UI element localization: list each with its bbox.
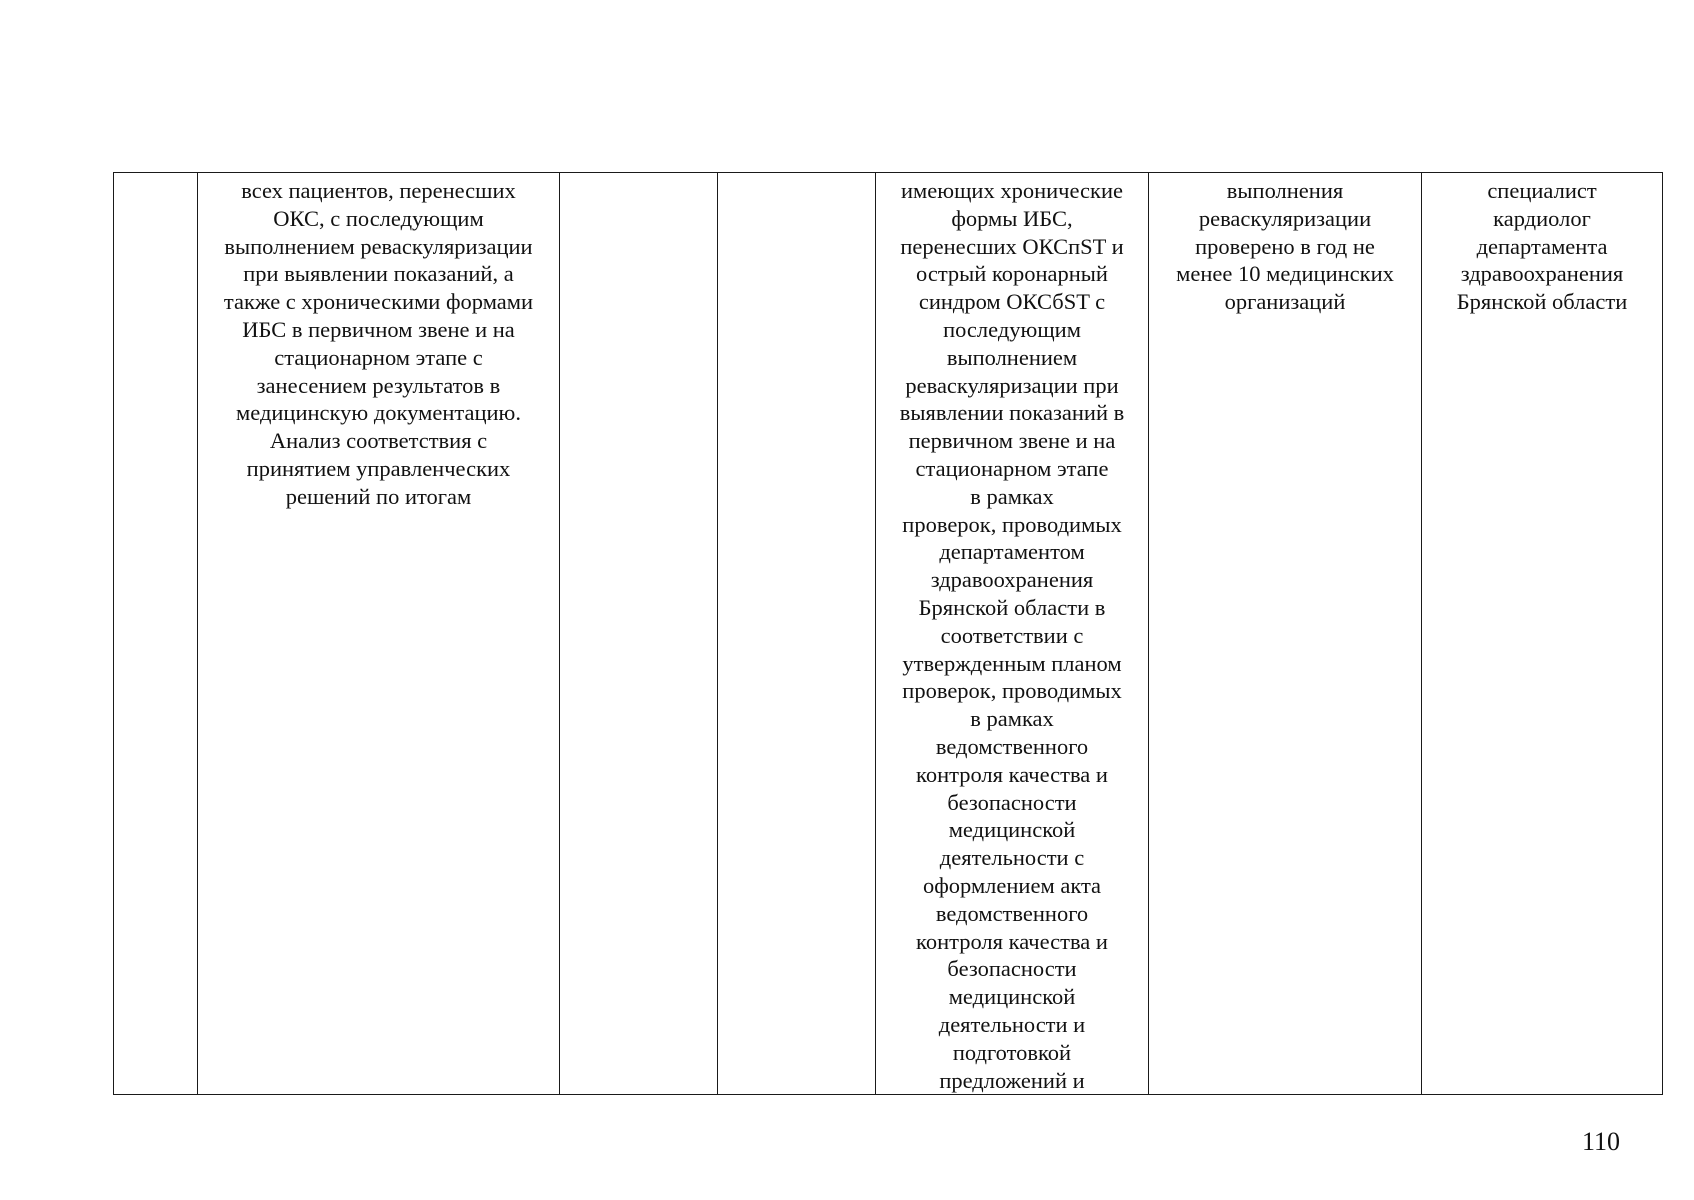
cell-measure-description-text: всех пациентов, перенесших ОКС, с последующим выполнением реваскуляризации при выявлении показаний, а также с хроническими формами ИБС в первичном звене и на стационарном этапе с занесением результатов в медицинскую документацию. Анализ соответствия с принятием управленческих решений по итогам (223, 178, 534, 509)
measures-table (113, 172, 1663, 1095)
page-number: 110 (1581, 1127, 1620, 1156)
cell-start-date (560, 173, 718, 1095)
cell-measure-description (198, 173, 560, 1095)
cell-end-date (718, 173, 876, 1095)
cell-responsible (1422, 173, 1663, 1095)
cell-control-indicator-text: выполнения реваскуляризации проверено в год не менее 10 медицинских организаций (1176, 178, 1394, 315)
table-row (114, 173, 1663, 1095)
cell-number (114, 173, 198, 1095)
cell-responsible-text: специалист кардиолог департамента здравоохранения Брянской области (1456, 178, 1628, 315)
cell-expected-result (876, 173, 1149, 1095)
cell-control-indicator (1149, 173, 1422, 1095)
cell-expected-result-text: имеющих хронические формы ИБС, перенесших ОКСпST и острый коронарный синдром ОКСбST с последующим выполнением реваскуляризации при выявлении показаний в первичном звене и на стационарном этапе в рамках проверок, проводимых департаментом здравоохранения Брянской области в соответствии с утвержденным планом проверок, проводимых в рамках ведомственного контроля качества и безопасности медицинской деятельности с оформлением акта ведомственного контроля качества и безопасности медицинской деятельности и подготовкой предложений и (899, 178, 1125, 1093)
